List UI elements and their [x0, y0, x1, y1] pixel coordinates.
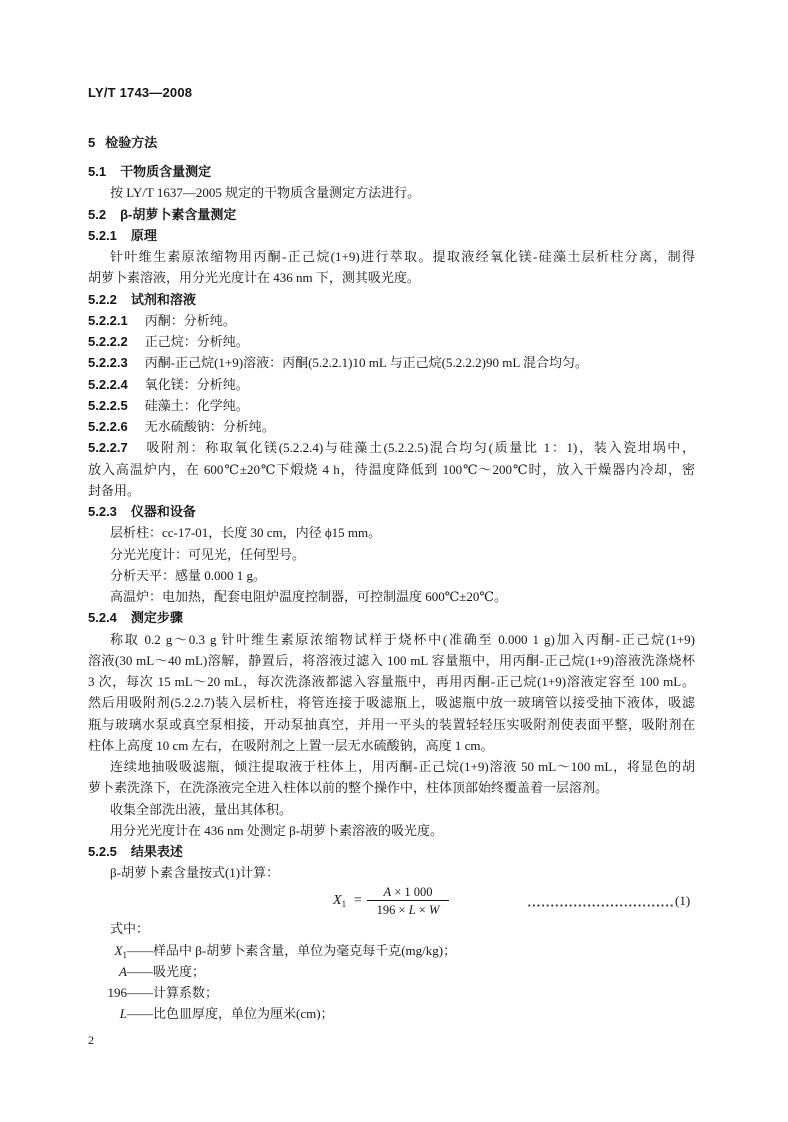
clause-number: 5.2.5 — [88, 844, 117, 859]
definition-line — [88, 961, 695, 982]
item-number: 5.2.2.6 — [88, 419, 128, 434]
clause-number: 5.2.1 — [88, 227, 117, 243]
clause-title: 试剂和溶液 — [130, 291, 196, 307]
where-label: 式中： — [110, 921, 150, 937]
reagent-item — [88, 352, 695, 373]
paragraph-line: 萝卜素洗涤下，在洗涤液完全进入柱体以前的整个操作中，柱体顶部始终覆盖着一层溶剂。 — [88, 780, 609, 796]
paragraph-line: 胡萝卜素溶液，用分光光度计在 436 nm 下，测其吸光度。 — [88, 270, 420, 286]
paragraph-line: 溶液(30 mL～40 mL)溶解，静置后，将溶液过滤入 100 mL 容量瓶中，用丙酮-正己烷(1+9)溶液洗涤烧杯 — [88, 652, 695, 668]
clause-title: 干物质含量测定 — [120, 164, 212, 179]
definition-line — [88, 982, 695, 1003]
definition-text: ——比色皿厚度，单位为厘米(cm)； — [127, 1006, 334, 1022]
paragraph-line: 收集全部洗出液，量出其体积。 — [110, 801, 293, 817]
denominator-times: × — [418, 902, 426, 917]
standard-code-header: LY/T 1743—2008 — [88, 85, 193, 100]
item-number: 5.2.2.3 — [88, 355, 128, 371]
clause-number: 5.2.3 — [88, 504, 117, 519]
section-title: 检验方法 — [105, 135, 158, 150]
equation-number: (1) — [675, 892, 691, 908]
fraction-bar — [367, 900, 449, 901]
denominator-coef: 196 × — [376, 902, 406, 917]
document-body — [88, 161, 695, 1025]
reagent-item — [88, 310, 695, 331]
definition-symbol — [88, 961, 127, 982]
clause-number: 5.2 — [88, 206, 107, 222]
clause-title: β-胡萝卜素含量测定 — [120, 206, 237, 222]
paragraph-line: 然后用吸附剂(5.2.2.7)装入层析柱，将管连接于吸滤瓶上，吸滤瓶中放一玻璃管以接受抽下液体，吸滤 — [88, 695, 695, 711]
clause-title: 测定步骤 — [130, 610, 183, 626]
clause-title: 原理 — [130, 227, 157, 243]
section-5-heading — [88, 132, 695, 153]
paragraph-line: 针叶维生素原浓缩物用丙酮-正己烷(1+9)进行萃取。提取液经氧化镁-硅藻土层析柱分离，制得 — [110, 249, 695, 264]
definition-symbol — [88, 982, 127, 1003]
symbol-var: L — [119, 1006, 127, 1022]
clause-5-2-4-heading — [88, 607, 695, 628]
item-text: 硅藻土：化学纯。 — [144, 397, 249, 413]
denominator-var-w: W — [428, 902, 440, 917]
definition-line — [88, 940, 695, 961]
clause-5-2-1-heading — [88, 225, 695, 246]
paragraph-line: 称取 0.2 g～0.3 g 针叶维生素原浓缩物试样于烧杯中(准确至 0.000 1 g)加入丙酮-正己烷(1+9) — [110, 631, 695, 647]
reagent-item — [88, 395, 695, 416]
definition-text: ——吸光度； — [127, 963, 206, 979]
paragraph-line: 连续地抽吸吸滤瓶，倾注提取液于柱体上，用丙酮-正己烷(1+9)溶液 50 mL～100 mL，将显色的胡 — [110, 759, 695, 774]
formula-intro: β-胡萝卜素含量按式(1)计算： — [110, 865, 280, 881]
symbol-var: X — [114, 942, 123, 958]
item-number: 5.2.2.5 — [88, 397, 128, 413]
item-text: 丙酮：分析纯。 — [144, 312, 236, 328]
numerator-var: A — [383, 884, 392, 899]
paragraph-line: 按 LY/T 1637—2005 规定的干物质含量测定方法进行。 — [110, 185, 421, 201]
reagent-item — [88, 331, 695, 352]
item-text: 氧化镁：分析纯。 — [144, 376, 249, 392]
paragraph-line: 柱体上高度 10 cm 左右，在吸附剂之上置一层无水硫酸钠，高度 1 cm。 — [88, 737, 494, 753]
reagent-item — [88, 374, 695, 395]
definition-text: ——样品中 β-胡萝卜素含量，单位为毫克每千克(mg/kg)； — [127, 942, 457, 958]
symbol-var: 196 — [107, 985, 127, 1000]
clause-title: 结果表述 — [130, 844, 183, 859]
numerator-rest: × 1 000 — [394, 884, 433, 899]
formula-lhs-var: X — [333, 892, 342, 908]
formula-1 — [88, 884, 695, 919]
equipment-line: 层析柱：cc-17-01，长度 30 cm，内径 ϕ15 mm。 — [110, 525, 382, 541]
formula-fraction — [367, 885, 449, 917]
equipment-line: 分光光度计：可见光，任何型号。 — [110, 546, 306, 562]
item-text: 丙酮-正己烷(1+9)溶液：丙酮(5.2.2.1)10 mL 与正己烷(5.2.2.2)90 mL 混合均匀。 — [144, 355, 589, 371]
clause-number: 5.2.4 — [88, 610, 117, 626]
leader-dots — [527, 904, 673, 907]
item-text: 吸附剂：称取氧化镁(5.2.2.4)与硅藻土(5.2.2.5)混合均匀(质量比 1：1)，装入瓷坩埚中， — [144, 440, 695, 456]
denominator-var-l: L — [408, 902, 416, 917]
equipment-line: 分析天平：感量 0.000 1 g。 — [110, 567, 267, 583]
item-number: 5.2.2.4 — [88, 376, 128, 392]
item-number: 5.2.2.2 — [88, 334, 128, 349]
equals-sign: = — [354, 892, 362, 908]
definition-text: ——计算系数； — [127, 985, 219, 1000]
reagent-item — [88, 437, 695, 458]
item-text: 无水硫酸钠：分析纯。 — [144, 419, 275, 434]
clause-title: 仪器和设备 — [130, 504, 196, 519]
paragraph-line: 瓶与玻璃水泵或真空泵相接，开动泵抽真空，并用一平头的装置轻轻压实吸附剂使表面平整，吸附剂在 — [88, 716, 695, 732]
section-number: 5 — [88, 135, 96, 150]
reagent-item — [88, 416, 695, 437]
symbol-var: A — [119, 963, 127, 979]
clause-number: 5.2.2 — [88, 291, 117, 307]
item-number: 5.2.2.7 — [88, 440, 128, 456]
definition-symbol — [88, 1003, 127, 1024]
paragraph-line: 放入高温炉内，在 600℃±20℃下煅烧 4 h，待温度降低到 100℃～200℃时，放入干燥器内冷却，密 — [88, 461, 695, 477]
page-number: 2 — [88, 1033, 94, 1047]
formula-denominator — [367, 903, 449, 917]
paragraph-line: 3 次，每次 15 mL～20 mL，每次洗涤液都滤入容量瓶中，再用丙酮-正己烷(1+9)溶液定容至 100 mL。 — [88, 674, 695, 689]
symbol-subscript: 1 — [122, 949, 127, 960]
clause-5-2-heading — [88, 204, 695, 225]
equipment-line: 高温炉：电加热，配套电阻炉温度控制器，可控制温度 600℃±20℃。 — [110, 589, 507, 604]
item-number: 5.2.2.1 — [88, 312, 128, 328]
paragraph-line: 封备用。 — [88, 482, 141, 498]
formula-lhs — [333, 893, 346, 912]
formula-lhs-subscript: 1 — [341, 898, 347, 909]
item-text: 正己烷：分析纯。 — [144, 334, 249, 349]
clause-5-2-2-heading — [88, 289, 695, 310]
clause-5-1-heading — [88, 161, 695, 182]
clause-number: 5.1 — [88, 164, 107, 179]
definition-line — [88, 1003, 695, 1024]
clause-5-2-5-heading — [88, 841, 695, 862]
clause-5-2-3-heading — [88, 501, 695, 522]
formula-numerator — [367, 885, 449, 899]
paragraph-line: 用分光光度计在 436 nm 处测定 β-胡萝卜素溶液的吸光度。 — [110, 822, 444, 838]
